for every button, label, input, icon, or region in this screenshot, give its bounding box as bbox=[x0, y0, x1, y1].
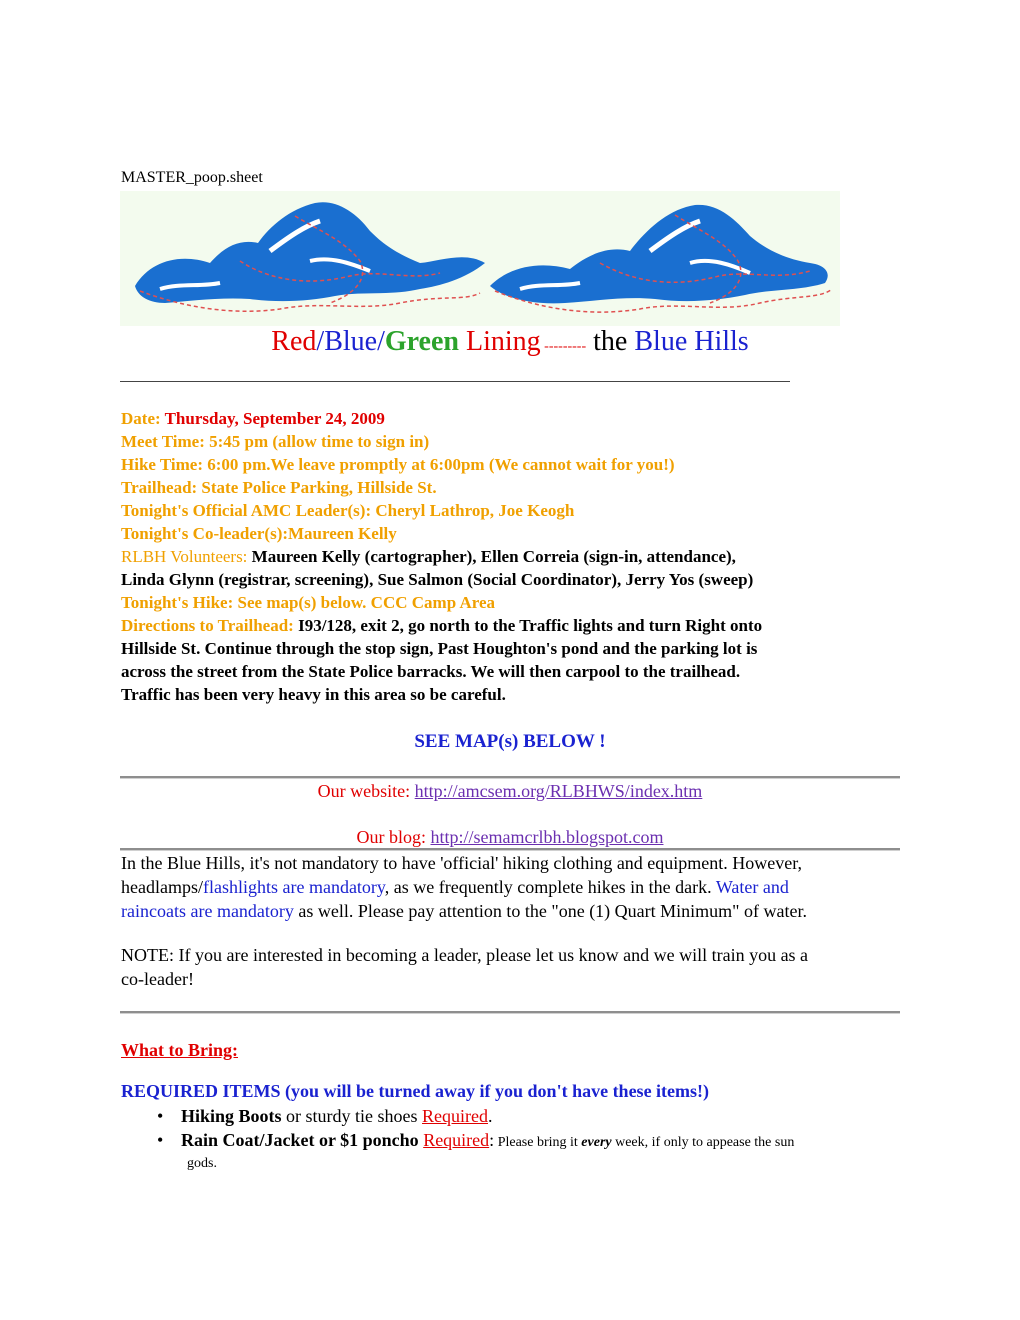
list-item: • Rain Coat/Jacket or $1 poncho Required: Please bring it every week, if only to appease the sun gods. bbox=[155, 1128, 900, 1173]
directions-line3: across the street from the State Police barracks. We will then carpool to the trailhead. bbox=[121, 662, 741, 681]
meet-time: Meet Time: 5:45 pm (allow time to sign in) bbox=[121, 432, 430, 451]
equipment-paragraph: In the Blue Hills, it's not mandatory to have 'official' hiking clothing and equipment. However, headlamps/flashlights are mandatory, as we frequently complete hikes in the dark. Water and raincoats are mandatory as well. Please pay attention to the "one (1) Quart Minimum" of water. bbox=[121, 853, 807, 921]
directions-line1: Directions to Trailhead: I93/128, exit 2, go north to the Traffic lights and turn Right onto bbox=[121, 616, 763, 635]
directions-line4: Traffic has been very heavy in this area so be careful. bbox=[121, 685, 506, 704]
date-line: Date: Thursday, September 24, 2009 bbox=[121, 409, 385, 428]
coleaders: Tonight's Co-leader(s):Maureen Kelly bbox=[121, 524, 397, 543]
required-items-heading: REQUIRED ITEMS (you will be turned away if you don't have these items!) bbox=[121, 1081, 710, 1101]
document-label: MASTER_poop.sheet bbox=[121, 169, 263, 186]
hike-time: Hike Time: 6:00 pm.We leave promptly at 6:00pm (We cannot wait for you!) bbox=[121, 455, 675, 474]
volunteers-line1: RLBH Volunteers: Maureen Kelly (cartographer), Ellen Correia (sign-in, attendance), bbox=[121, 547, 736, 566]
website-line: Our website: http://amcsem.org/RLBHWS/index.htm bbox=[317, 781, 703, 801]
volunteers-line2: Linda Glynn (registrar, screening), Sue Salmon (Social Coordinator), Jerry Yos (sweep) bbox=[121, 570, 754, 589]
hike-info bbox=[121, 407, 901, 706]
mountains-banner-icon bbox=[120, 191, 840, 326]
page-title: Red/Blue/Green Lining --------- the Blue Hills bbox=[271, 326, 749, 357]
blog-link[interactable]: http://semamcrlbh.blogspot.com bbox=[430, 827, 664, 847]
tonights-hike: Tonight's Hike: See map(s) below. CCC Camp Area bbox=[121, 593, 496, 612]
divider bbox=[120, 776, 900, 779]
see-map-heading: SEE MAP(s) BELOW ! bbox=[414, 731, 606, 752]
leaders: Tonight's Official AMC Leader(s): Cheryl Lathrop, Joe Keogh bbox=[121, 501, 575, 520]
blog-line: Our blog: http://semamcrlbh.blogspot.com bbox=[356, 827, 664, 847]
note-paragraph: NOTE: If you are interested in becoming a leader, please let us know and we will train you as a co-leader! bbox=[121, 945, 809, 989]
what-to-bring-heading: What to Bring: bbox=[121, 1040, 238, 1060]
trailhead: Trailhead: State Police Parking, Hillside St. bbox=[121, 478, 437, 497]
title-divider bbox=[120, 381, 790, 382]
list-item: • Hiking Boots or sturdy tie shoes Required. bbox=[155, 1104, 900, 1128]
required-items-list bbox=[155, 1104, 900, 1173]
directions-line2: Hillside St. Continue through the stop sign, Past Houghton's pond and the parking lot is bbox=[121, 639, 758, 658]
divider bbox=[120, 1011, 900, 1014]
website-link[interactable]: http://amcsem.org/RLBHWS/index.htm bbox=[414, 781, 703, 801]
